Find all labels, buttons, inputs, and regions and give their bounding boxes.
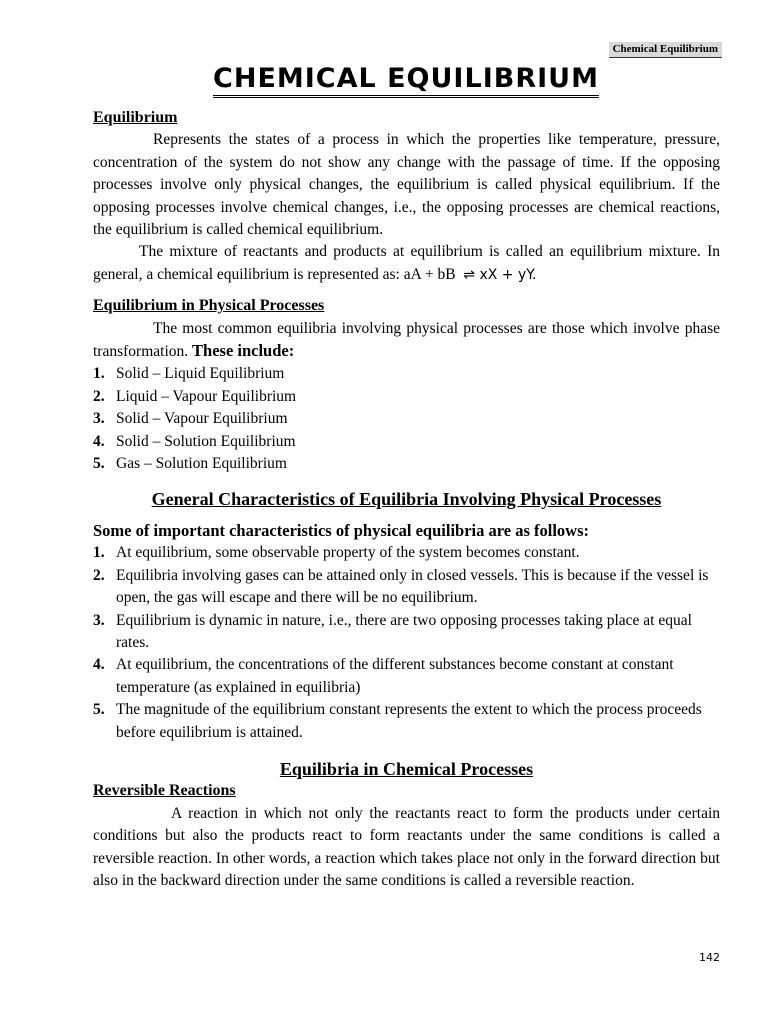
section-heading-physical: Equilibrium in Physical Processes (93, 297, 325, 315)
page-number: 142 (699, 951, 720, 964)
list-item (93, 610, 720, 655)
list-item-number: 3. (93, 410, 105, 428)
list-item (93, 431, 720, 453)
list-item (93, 542, 720, 564)
list-item (93, 386, 720, 408)
section-heading-equilibrium: Equilibrium (93, 109, 178, 126)
list-item-number: 1. (93, 365, 105, 383)
list-item (93, 654, 720, 699)
list-item-text: Equilibria involving gases can be attained only in closed vessels. This is because if the vessel is open, the gas will escape and there will be no equilibrium. (116, 566, 709, 607)
general-characteristics-intro: Some of important characteristics of physical equilibria are as follows: (93, 520, 590, 540)
general-characteristics-list (93, 542, 720, 744)
list-item-number: 1. (93, 544, 105, 562)
list-item (93, 699, 720, 744)
equilibrium-definition-paragraph: Represents the states of a process in which the properties like temperature, pressure, concentration of the system do not show any change with the passage of time. If the opposing processes involve only physical changes, the equilibrium is called physical equilibrium. If the opposing processes involve chemical changes, i.e., the opposing processes are chemical reactions, the equilibrium is called chemical equilibrium. (93, 131, 720, 239)
list-item (93, 408, 720, 430)
list-item-text: At equilibrium, the concentrations of the different substances become constant at constant temperature (as explained in equilibria) (116, 656, 674, 696)
equilibrium-equation: ⇌ xX + yY. (463, 266, 537, 283)
subsection-heading-reversible: Reversible Reactions (93, 782, 236, 800)
list-item-number: 2. (93, 387, 105, 405)
list-item-text: Equilibrium is dynamic in nature, i.e., there are two opposing processes taking place at equal rates. (116, 611, 692, 651)
list-item-text: Liquid – Vapour Equilibrium (116, 387, 297, 405)
list-item-text: At equilibrium, some observable property of the system becomes constant. (116, 544, 580, 562)
list-item-number: 5. (93, 701, 105, 719)
reversible-reaction-paragraph: A reaction in which not only the reactants react to form the products under certain conditions but also the products react to form reactants under the same conditions is called a reversible reaction. In other words, a reaction which takes place not only in the forward direction but also in the backward direction under the same conditions is called a reversible reaction. (93, 804, 720, 889)
list-item-text: Gas – Solution Equilibrium (116, 455, 287, 473)
page-title-text: CHEMICAL EQUILIBRIUM (213, 63, 599, 98)
list-item-text: Solid – Vapour Equilibrium (116, 410, 288, 428)
list-item (93, 363, 720, 385)
equilibrium-mixture-text: The mixture of reactants and products at equilibrium is called an equilibrium mixture. In general, a chemical equilibrium is represented as: aA + bB (93, 243, 720, 283)
list-item (93, 453, 720, 475)
list-item-text: Solid – Liquid Equilibrium (116, 365, 285, 383)
equilibrium-mixture-paragraph (93, 241, 720, 286)
physical-equilibria-list (93, 363, 720, 475)
list-item (93, 565, 720, 610)
document-body (93, 107, 720, 892)
physical-intro-paragraph (93, 318, 720, 364)
list-item-number: 2. (93, 566, 105, 584)
list-item-text: The magnitude of the equilibrium constant represents the extent to which the process proceeds before equilibrium is attained. (116, 701, 702, 741)
list-item-number: 4. (93, 656, 105, 674)
section-heading-general-characteristics: General Characteristics of Equilibria Involving Physical Processes (151, 488, 662, 509)
list-item-number: 5. (93, 455, 105, 473)
physical-intro-text: The most common equilibria involving physical processes are those which involve phase transformation. (93, 319, 720, 361)
running-header: Chemical Equilibrium (609, 42, 722, 58)
list-item-text: Solid – Solution Equilibrium (116, 432, 296, 450)
page-title (0, 63, 768, 94)
list-item-number: 4. (93, 432, 105, 450)
section-heading-chemical-processes: Equilibria in Chemical Processes (279, 758, 534, 779)
list-item-number: 3. (93, 611, 105, 629)
physical-intro-bold: These include: (192, 341, 295, 361)
